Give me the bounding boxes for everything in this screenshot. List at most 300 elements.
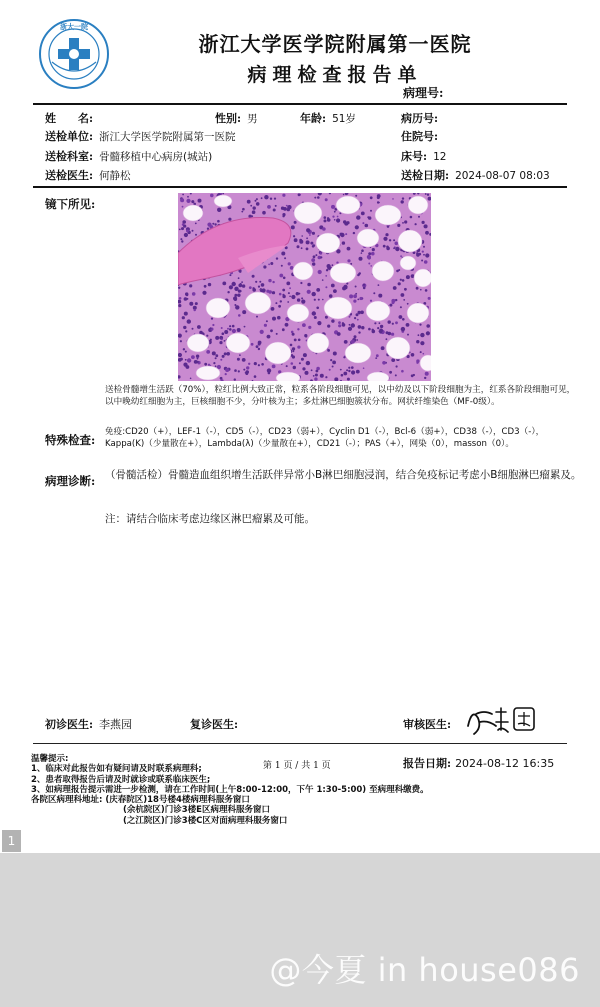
cell-nucleus [355, 286, 357, 288]
cell-nucleus [347, 378, 350, 381]
cell-nucleus [334, 211, 336, 213]
review-doctor [403, 716, 451, 732]
cell-nucleus [368, 263, 370, 265]
fat-vacuole [187, 334, 209, 352]
cell-nucleus [293, 235, 295, 237]
cell-nucleus [301, 235, 303, 237]
cell-nucleus [270, 329, 273, 332]
cell-nucleus [180, 198, 184, 202]
cell-nucleus [299, 240, 303, 244]
cell-nucleus [268, 290, 272, 294]
cell-nucleus [373, 292, 375, 294]
cell-nucleus [370, 210, 372, 212]
inpatient-label: 住院号: [401, 130, 439, 143]
cell-nucleus [317, 321, 321, 325]
date-value: 2024-08-07 08:03 [455, 170, 550, 182]
cell-nucleus [425, 231, 429, 235]
cell-nucleus [411, 353, 415, 357]
first-doctor-value: 李燕园 [99, 718, 133, 731]
cell-nucleus [232, 329, 236, 333]
cell-nucleus [332, 366, 334, 368]
cell-nucleus [198, 199, 202, 203]
cell-nucleus [202, 291, 206, 295]
cell-nucleus [238, 284, 242, 288]
cell-nucleus [358, 325, 362, 329]
note-line-2: 2、患者取得报告后请及时就诊或联系临床医生; [31, 774, 211, 785]
cell-nucleus [215, 336, 219, 340]
cell-nucleus [327, 325, 330, 328]
cell-nucleus [327, 267, 329, 269]
cell-nucleus [282, 294, 284, 296]
svg-text:浙大一院: 浙大一院 [60, 22, 88, 31]
cell-nucleus [420, 351, 422, 353]
cell-nucleus [247, 200, 251, 204]
cell-nucleus [420, 289, 422, 291]
cell-nucleus [256, 316, 258, 318]
cell-nucleus [389, 239, 391, 241]
cell-nucleus [325, 286, 327, 288]
first-doctor [45, 716, 132, 732]
unit-label: 送检单位: [45, 130, 94, 143]
cell-nucleus [363, 367, 365, 369]
fat-vacuole [407, 303, 429, 323]
cell-nucleus [238, 370, 240, 372]
cell-nucleus [197, 325, 201, 329]
cell-nucleus [222, 332, 225, 335]
cell-nucleus [287, 208, 290, 211]
cell-nucleus [258, 341, 262, 345]
report-date [403, 755, 554, 771]
fat-vacuole [336, 196, 360, 214]
cell-nucleus [343, 194, 345, 196]
cell-nucleus [315, 254, 317, 256]
cell-nucleus [267, 368, 271, 372]
cell-nucleus [224, 340, 226, 342]
cell-nucleus [294, 238, 298, 242]
cell-nucleus [244, 326, 246, 328]
inpatient-number [401, 128, 444, 144]
cell-nucleus [393, 239, 395, 241]
cell-nucleus [210, 327, 212, 329]
cell-nucleus [402, 222, 404, 224]
cell-nucleus [356, 339, 358, 341]
cell-nucleus [423, 254, 425, 256]
cell-nucleus [407, 334, 409, 336]
cell-nucleus [391, 333, 394, 336]
cell-nucleus [195, 223, 197, 225]
cell-nucleus [351, 370, 355, 374]
cell-nucleus [206, 350, 210, 354]
cell-nucleus [358, 331, 360, 333]
cell-nucleus [250, 205, 252, 207]
cell-nucleus [215, 365, 217, 367]
cell-nucleus [181, 227, 184, 230]
cell-nucleus [361, 249, 364, 252]
cell-nucleus [294, 339, 297, 342]
cell-nucleus [261, 363, 264, 366]
cell-nucleus [291, 225, 295, 229]
cell-nucleus [424, 377, 426, 379]
cell-nucleus [272, 291, 275, 294]
cell-nucleus [185, 351, 187, 353]
cell-nucleus [281, 252, 285, 256]
watermark-text: @今夏 in house086 [269, 951, 580, 989]
cell-nucleus [186, 298, 188, 300]
cell-nucleus [297, 346, 300, 349]
diagnosis-text: （骨髓活检）骨髓造血组织增生活跃伴异常小B淋巴细胞浸润，结合免疫标记考虑小B细胞淋巴瘤累及。 [105, 469, 582, 481]
cell-nucleus [283, 277, 286, 280]
cell-nucleus [251, 343, 254, 346]
cell-nucleus [258, 364, 260, 366]
cell-nucleus [219, 341, 222, 344]
cell-nucleus [286, 205, 288, 207]
cell-nucleus [310, 242, 313, 245]
fat-vacuole [196, 366, 220, 380]
cell-nucleus [382, 361, 386, 365]
bed-number [401, 148, 446, 164]
cell-nucleus [182, 206, 184, 208]
cell-nucleus [395, 242, 399, 246]
cell-nucleus [255, 200, 257, 202]
patient-sex [215, 110, 258, 126]
cell-nucleus [258, 286, 260, 288]
cell-nucleus [313, 375, 315, 377]
cell-nucleus [242, 358, 246, 362]
cell-nucleus [406, 323, 410, 327]
cell-nucleus [353, 294, 357, 298]
cell-nucleus [211, 318, 213, 320]
cell-nucleus [398, 269, 400, 271]
cell-nucleus [248, 363, 250, 365]
cell-nucleus [261, 197, 263, 199]
cell-nucleus [317, 196, 320, 199]
cell-nucleus [266, 320, 268, 322]
cell-nucleus [237, 328, 241, 332]
cell-nucleus [254, 375, 257, 378]
cell-nucleus [184, 233, 188, 237]
cell-nucleus [342, 241, 345, 244]
dept-label: 送检科室: [45, 150, 94, 163]
cell-nucleus [415, 223, 417, 225]
cell-nucleus [292, 347, 295, 350]
cell-nucleus [416, 287, 419, 290]
cell-nucleus [416, 362, 418, 364]
cell-nucleus [178, 304, 181, 307]
cell-nucleus [351, 323, 355, 327]
cell-nucleus [301, 300, 305, 304]
cell-nucleus [226, 352, 230, 356]
fat-vacuole [408, 196, 428, 214]
cell-nucleus [332, 361, 336, 365]
cell-nucleus [368, 216, 371, 219]
cell-nucleus [370, 196, 373, 199]
patient-age [300, 110, 356, 126]
cell-nucleus [263, 265, 266, 268]
cell-nucleus [214, 223, 216, 225]
cell-nucleus [239, 290, 241, 292]
cell-nucleus [285, 323, 289, 327]
cell-nucleus [277, 316, 281, 320]
cell-nucleus [272, 365, 276, 369]
cell-nucleus [237, 294, 240, 297]
cell-nucleus [229, 325, 231, 327]
notes-title: 温馨提示: [31, 754, 69, 764]
cell-nucleus [297, 328, 299, 330]
cell-nucleus [306, 228, 310, 232]
cell-nucleus [425, 253, 429, 257]
pathology-number-label: 病理号: [403, 86, 444, 100]
cell-nucleus [302, 323, 306, 327]
cell-nucleus [393, 247, 395, 249]
cell-nucleus [418, 334, 420, 336]
cell-nucleus [313, 255, 316, 258]
cell-nucleus [391, 299, 395, 303]
submission-date [401, 167, 550, 183]
cell-nucleus [189, 284, 192, 287]
cell-nucleus [224, 352, 227, 355]
cell-nucleus [237, 358, 240, 361]
cell-nucleus [343, 286, 345, 288]
note-line-3: 3、如病理报告提示需进一步检测，请在工作时间(上午8:00-12:00，下午 1:30-5:00) 至病理科缴费。 [31, 784, 429, 795]
cell-nucleus [222, 282, 226, 286]
pathology-number [403, 84, 447, 101]
cell-nucleus [286, 282, 290, 286]
cell-nucleus [302, 367, 305, 370]
cell-nucleus [312, 245, 315, 248]
cell-nucleus [256, 198, 258, 200]
cell-nucleus [194, 309, 196, 311]
cell-nucleus [428, 297, 431, 300]
review-doctor-label: 审核医生: [403, 718, 452, 731]
cell-nucleus [217, 208, 221, 212]
cell-nucleus [393, 286, 397, 290]
cell-nucleus [325, 316, 328, 319]
cell-nucleus [281, 265, 283, 267]
cell-nucleus [233, 296, 237, 300]
cell-nucleus [347, 259, 350, 262]
cell-nucleus [279, 274, 283, 278]
patient-divider [33, 186, 567, 188]
cell-nucleus [256, 345, 259, 348]
cell-nucleus [377, 327, 379, 329]
cell-nucleus [273, 209, 276, 212]
fat-vacuole [214, 195, 232, 207]
cell-nucleus [227, 328, 229, 330]
cell-nucleus [307, 290, 311, 294]
cell-nucleus [329, 369, 331, 371]
cell-nucleus [355, 293, 357, 295]
cell-nucleus [252, 275, 255, 278]
cell-nucleus [362, 222, 364, 224]
cell-nucleus [215, 357, 217, 359]
cell-nucleus [356, 313, 359, 316]
cell-nucleus [196, 355, 199, 358]
cell-nucleus [276, 257, 278, 259]
cell-nucleus [376, 354, 379, 357]
cell-nucleus [197, 361, 199, 363]
fat-vacuole [372, 261, 394, 281]
cell-nucleus [294, 221, 297, 224]
cell-nucleus [239, 354, 241, 356]
fat-vacuole [226, 333, 250, 353]
cell-nucleus [252, 287, 254, 289]
cell-nucleus [215, 354, 218, 357]
cell-nucleus [227, 291, 229, 293]
cell-nucleus [274, 198, 276, 200]
cell-nucleus [318, 270, 322, 274]
fat-vacuole [414, 269, 431, 287]
cell-nucleus [374, 322, 376, 324]
cell-nucleus [254, 362, 257, 365]
cell-nucleus [322, 227, 326, 231]
cell-nucleus [400, 255, 402, 257]
cell-nucleus [401, 200, 404, 203]
age-value: 51岁 [332, 113, 356, 125]
cell-nucleus [210, 339, 212, 341]
cell-nucleus [363, 287, 366, 290]
cell-nucleus [228, 218, 231, 221]
cell-nucleus [221, 327, 223, 329]
cell-nucleus [267, 205, 271, 209]
submitting-unit [45, 128, 236, 144]
submitting-doctor [45, 167, 131, 183]
cell-nucleus [298, 339, 301, 342]
cell-nucleus [420, 341, 424, 345]
cell-nucleus [192, 292, 196, 296]
cell-nucleus [268, 264, 270, 266]
fat-vacuole [398, 230, 422, 252]
cell-nucleus [242, 208, 245, 211]
cell-nucleus [343, 356, 345, 358]
cell-nucleus [213, 362, 215, 364]
cell-nucleus [402, 318, 405, 321]
cell-nucleus [225, 368, 229, 372]
cell-nucleus [359, 297, 362, 300]
cell-nucleus [353, 300, 356, 303]
cell-nucleus [338, 324, 341, 327]
cell-nucleus [252, 210, 256, 214]
cell-nucleus [344, 340, 348, 344]
cell-nucleus [357, 319, 359, 321]
cell-nucleus [264, 324, 267, 327]
cell-nucleus [178, 287, 180, 289]
page-number: 第 1 页 / 共 1 页 [263, 761, 331, 771]
cell-nucleus [288, 292, 290, 294]
cell-nucleus [372, 329, 374, 331]
signature-divider [33, 743, 567, 744]
fat-vacuole [307, 333, 329, 353]
cell-nucleus [297, 298, 300, 301]
cell-nucleus [179, 297, 182, 300]
cell-nucleus [355, 195, 357, 197]
cell-nucleus [395, 374, 397, 376]
diagnosis-label: 病理诊断: [45, 474, 96, 488]
cell-nucleus [241, 281, 243, 283]
cell-nucleus [426, 331, 430, 335]
cell-nucleus [354, 335, 357, 338]
cell-nucleus [358, 311, 361, 314]
cell-nucleus [286, 365, 288, 367]
footer-notes [31, 754, 429, 826]
cell-nucleus [389, 304, 392, 307]
patient-name-label: 姓 名: [45, 112, 94, 125]
microscopy-text: 送检骨髓增生活跃（70%），粒红比例大致正常，粒系各阶段细胞可见，以中幼及以下阶段细胞为主，红系各阶段细胞可见，以中晚幼红细胞为主，巨核细胞不少，分叶核为主；多灶淋巴细胞簇状分布。网状纤维染色（MF-0级）。 [105, 385, 576, 407]
cell-nucleus [272, 281, 274, 283]
cell-nucleus [204, 363, 207, 366]
cell-nucleus [232, 325, 235, 328]
cell-nucleus [344, 222, 348, 226]
cell-nucleus [416, 340, 419, 343]
cell-nucleus [378, 202, 380, 204]
histology-micrograph [178, 193, 431, 381]
fat-vacuole [293, 262, 313, 280]
cell-nucleus [419, 324, 421, 326]
cell-nucleus [316, 288, 320, 292]
cell-nucleus [187, 319, 191, 323]
cell-nucleus [279, 293, 282, 296]
fat-vacuole [345, 343, 371, 363]
cell-nucleus [212, 324, 214, 326]
cell-nucleus [291, 295, 295, 299]
cell-nucleus [325, 198, 328, 201]
cell-nucleus [316, 370, 319, 373]
cell-nucleus [183, 348, 185, 350]
cell-nucleus [418, 216, 420, 218]
page-badge[interactable]: 1 [2, 830, 21, 852]
report-date-value: 2024-08-12 16:35 [455, 757, 555, 770]
cell-nucleus [181, 240, 183, 242]
cell-nucleus [217, 220, 220, 223]
cell-nucleus [325, 376, 327, 378]
cell-nucleus [356, 215, 360, 219]
cell-nucleus [229, 285, 233, 289]
cell-nucleus [189, 302, 193, 306]
cell-nucleus [380, 325, 383, 328]
cell-nucleus [346, 369, 348, 371]
cell-nucleus [375, 357, 377, 359]
cell-nucleus [182, 194, 184, 196]
cell-nucleus [278, 305, 281, 308]
cell-nucleus [271, 307, 275, 311]
cell-nucleus [293, 350, 295, 352]
cell-nucleus [258, 348, 260, 350]
cell-nucleus [358, 273, 360, 275]
cell-nucleus [320, 374, 324, 378]
cell-nucleus [287, 301, 289, 303]
second-doctor [190, 716, 244, 732]
cell-nucleus [267, 336, 269, 338]
fat-vacuole [206, 298, 230, 318]
cell-nucleus [314, 316, 317, 319]
cell-nucleus [182, 316, 185, 319]
cell-nucleus [396, 365, 398, 367]
cell-nucleus [300, 282, 302, 284]
cell-nucleus [388, 332, 392, 336]
dept-value: 骨髓移植中心病房(城站) [99, 151, 213, 163]
cell-nucleus [379, 322, 381, 324]
cell-nucleus [308, 326, 311, 329]
cell-nucleus [208, 364, 210, 366]
doctor-label: 送检医生: [45, 169, 94, 182]
cell-nucleus [255, 281, 257, 283]
cell-nucleus [359, 257, 363, 261]
cell-nucleus [386, 338, 388, 340]
cell-nucleus [349, 294, 353, 298]
cell-nucleus [361, 326, 364, 329]
cell-nucleus [348, 370, 350, 372]
cell-nucleus [229, 274, 231, 276]
address-line-1: 各院区病理科地址: (庆春院区)18号楼4楼病理科服务窗口 [31, 795, 250, 806]
